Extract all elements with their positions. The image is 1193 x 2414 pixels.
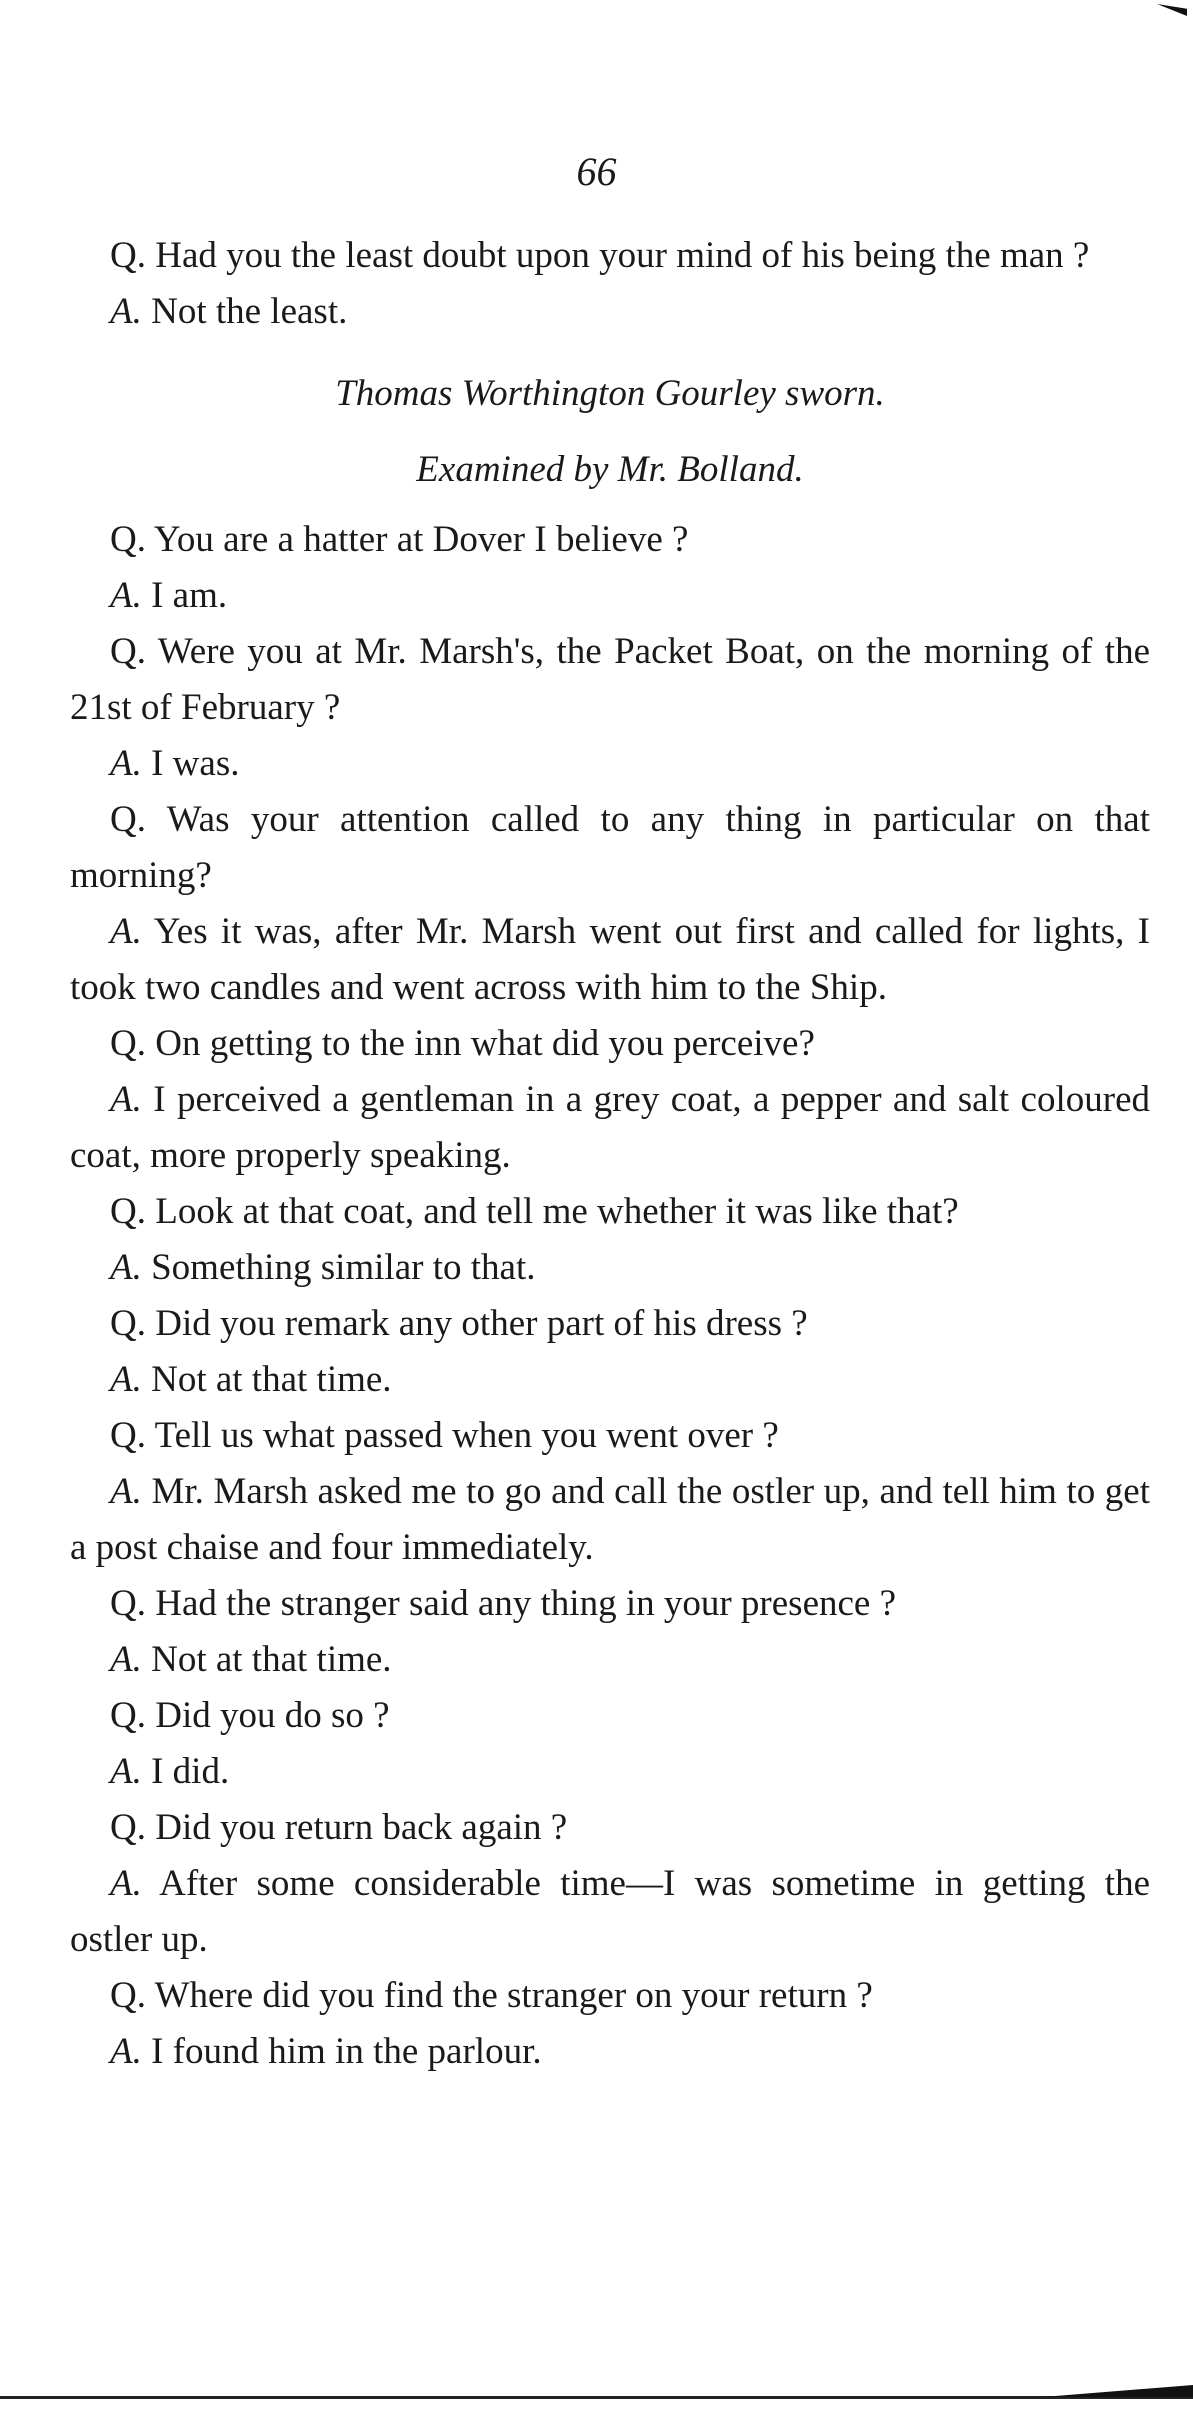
entry-text: Did you do so ? (155, 1695, 390, 1736)
entry-text: I am. (151, 575, 228, 616)
qa-entry (70, 904, 1150, 1016)
examination-heading: Examined by Mr. Bolland. (416, 449, 804, 490)
qa-entry (70, 1240, 1150, 1296)
entry-text: Something similar to that. (151, 1247, 536, 1288)
entry-text: Did you return back again ? (155, 1807, 568, 1848)
qa-entry (70, 1744, 1150, 1800)
speaker-label: Q. (110, 1023, 146, 1064)
speaker-label: Q. (110, 1191, 146, 1232)
speaker-label: Q. (110, 1975, 146, 2016)
corner-ink-mark (1157, 4, 1187, 16)
entry-text: Was your attention called to any thing in particular on that morning? (70, 799, 1150, 896)
speaker-label: Q. (110, 1303, 146, 1344)
qa-entry (70, 1072, 1150, 1184)
entry-text: Did you remark any other part of his dress ? (155, 1303, 808, 1344)
entry-text: I did. (151, 1751, 230, 1792)
speaker-label: A. (110, 2031, 142, 2072)
entry-text: Mr. Marsh asked me to go and call the ostler up, and tell him to get a post chaise and four immediately. (70, 1471, 1150, 1568)
qa-entry (70, 1632, 1150, 1688)
speaker-label: Q. (110, 631, 146, 672)
speaker-label: Q. (110, 235, 146, 276)
speaker-label: A. (110, 575, 142, 616)
speaker-label: A. (110, 291, 142, 332)
qa-entry (70, 792, 1150, 904)
entry-text: Where did you find the stranger on your return ? (154, 1975, 873, 2016)
entry-text: I perceived a gentleman in a grey coat, a pepper and salt coloured coat, more properly speaking. (70, 1079, 1150, 1176)
speaker-label: Q. (110, 519, 146, 560)
entry-text: On getting to the inn what did you perceive? (155, 1023, 815, 1064)
qa-entry (70, 1576, 1150, 1632)
speaker-label: A. (110, 1639, 142, 1680)
speaker-label: Q. (110, 1415, 146, 1456)
page-body (70, 228, 1150, 2080)
qa-entry (70, 1688, 1150, 1744)
speaker-label: Q. (110, 1695, 146, 1736)
qa-entry (70, 284, 1150, 340)
speaker-label: A. (110, 1247, 142, 1288)
entry-text: You are a hatter at Dover I believe ? (153, 519, 689, 560)
qa-entry (70, 1968, 1150, 2024)
qa-entry (70, 1856, 1150, 1968)
qa-entry (70, 624, 1150, 736)
qa-entry (70, 736, 1150, 792)
speaker-label: A. (110, 1079, 142, 1120)
bottom-rule (0, 2396, 1193, 2399)
entry-text: I found him in the parlour. (151, 2031, 542, 2072)
qa-entry (70, 568, 1150, 624)
entry-text: Yes it was, after Mr. Marsh went out first and called for lights, I took two candles and went across with him to the Ship. (70, 911, 1150, 1008)
qa-entry (70, 1352, 1150, 1408)
speaker-label: A. (110, 1863, 142, 1904)
entry-text: Not at that time. (151, 1359, 392, 1400)
qa-entry (70, 1016, 1150, 1072)
entry-text: I was. (151, 743, 240, 784)
qa-entry (70, 1464, 1150, 1576)
entry-text: Tell us what passed when you went over ? (154, 1415, 779, 1456)
witness-heading: Thomas Worthington Gourley sworn. (335, 373, 885, 414)
speaker-label: A. (110, 743, 142, 784)
entry-text: Had you the least doubt upon your mind of his being the man ? (155, 235, 1090, 276)
entry-text: Had the stranger said any thing in your presence ? (155, 1583, 897, 1624)
speaker-label: Q. (110, 799, 146, 840)
entry-text: Look at that coat, and tell me whether it was like that? (155, 1191, 959, 1232)
speaker-label: Q. (110, 1583, 146, 1624)
qa-entry (70, 1408, 1150, 1464)
qa-list (70, 512, 1150, 2080)
page-number: 66 (576, 149, 617, 194)
speaker-label: A. (110, 1471, 142, 1512)
qa-entry (70, 1800, 1150, 1856)
qa-entry (70, 1296, 1150, 1352)
speaker-label: A. (110, 1359, 142, 1400)
speaker-label: A. (110, 1751, 142, 1792)
qa-entry (70, 2024, 1150, 2080)
entry-text: Not the least. (151, 291, 348, 332)
speaker-label: A. (110, 911, 142, 952)
speaker-label: Q. (110, 1807, 146, 1848)
entry-text: Were you at Mr. Marsh's, the Packet Boat, on the morning of the 21st of February ? (70, 631, 1150, 728)
entry-text: After some considerable time—I was sometime in getting the ostler up. (70, 1863, 1150, 1960)
entry-text: Not at that time. (151, 1639, 392, 1680)
qa-entry (70, 1184, 1150, 1240)
qa-entry (70, 512, 1150, 568)
qa-entry (70, 228, 1150, 284)
